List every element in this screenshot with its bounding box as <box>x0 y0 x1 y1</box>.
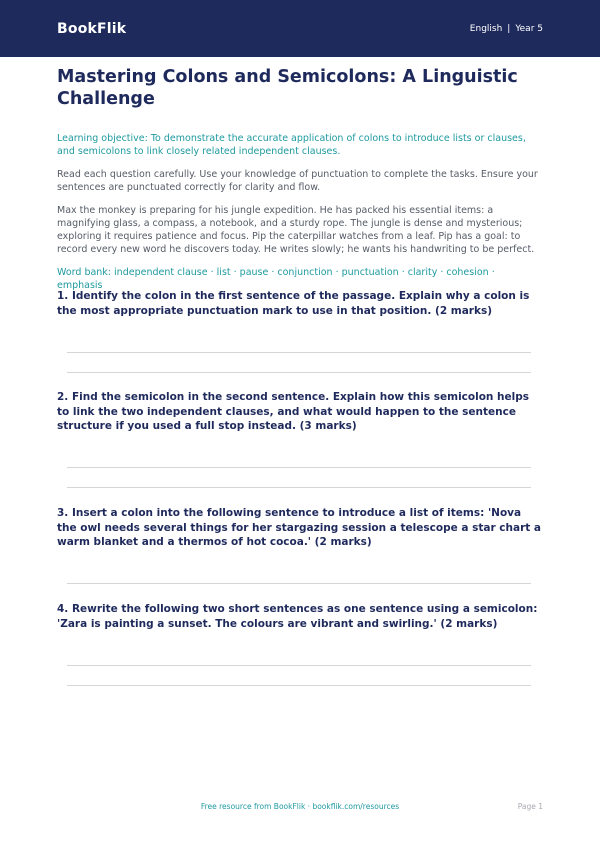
reading-passage: Max the monkey is preparing for his jungle expedition. He has packed his essential items: a magnifying glass, a compass, a notebook, and a sturdy rope. The jungle is dense and mysterious; exploring it requires patience and focus. Pip the caterpillar watches from a leaf. Pip has a goal: to record every new word he discovers today. He writes slowly; he wants his handwriting to be perfect. <box>57 205 535 255</box>
question-1: 1. Identify the colon in the first sentence of the passage. Explain why a colon is the most appropriate punctuation mark to use in that position. (2 marks) <box>57 290 530 317</box>
word-bank: Word bank: independent clause · list · pause · conjunction · punctuation · clarity · cohesion · emphasis <box>57 267 495 291</box>
learning-objective: Learning objective: To demonstrate the accurate application of colons to introduce lists or clauses, and semicolons to link closely related independent clauses. <box>57 133 526 157</box>
answer-line[interactable] <box>67 372 531 373</box>
question-4: 4. Rewrite the following two short sentences as one sentence using a semicolon: 'Zara is painting a sunset. The colours are vibrant and swirling.' (2 marks) <box>57 603 538 630</box>
year-label: Year 5 <box>515 23 543 34</box>
separator: | <box>507 23 511 34</box>
page-number: Page 1 <box>517 802 543 811</box>
answer-line[interactable] <box>67 487 531 488</box>
answer-line[interactable] <box>67 583 531 584</box>
instructions: Read each question carefully. Use your knowledge of punctuation to complete the tasks. Ensure your sentences are punctuated correctly for clarity and flow. <box>57 169 538 193</box>
worksheet-intro <box>57 66 543 292</box>
brand-logo[interactable]: BookFlik <box>57 20 127 37</box>
footer-credit[interactable]: Free resource from BookFlik · bookflik.com/resources <box>200 802 400 811</box>
subject-label: English <box>469 23 503 34</box>
answer-line[interactable] <box>67 467 531 468</box>
question-2: 2. Find the semicolon in the second sentence. Explain how this semicolon helps to link the two independent clauses, and what would happen to the sentence structure if you used a full stop instead. (3 marks) <box>57 391 530 432</box>
question-3: 3. Insert a colon into the following sentence to introduce a list of items: 'Nova the owl needs several things for her stargazing session a telescope a star chart a warm blanket and a thermos of hot cocoa.' (2 marks) <box>57 507 542 548</box>
subject-year-label <box>470 24 543 34</box>
header-bar <box>0 0 600 57</box>
answer-line[interactable] <box>67 352 531 353</box>
page-title: Mastering Colons and Semicolons: A Linguistic Challenge <box>57 67 518 109</box>
answer-line[interactable] <box>67 665 531 666</box>
answer-line[interactable] <box>67 685 531 686</box>
